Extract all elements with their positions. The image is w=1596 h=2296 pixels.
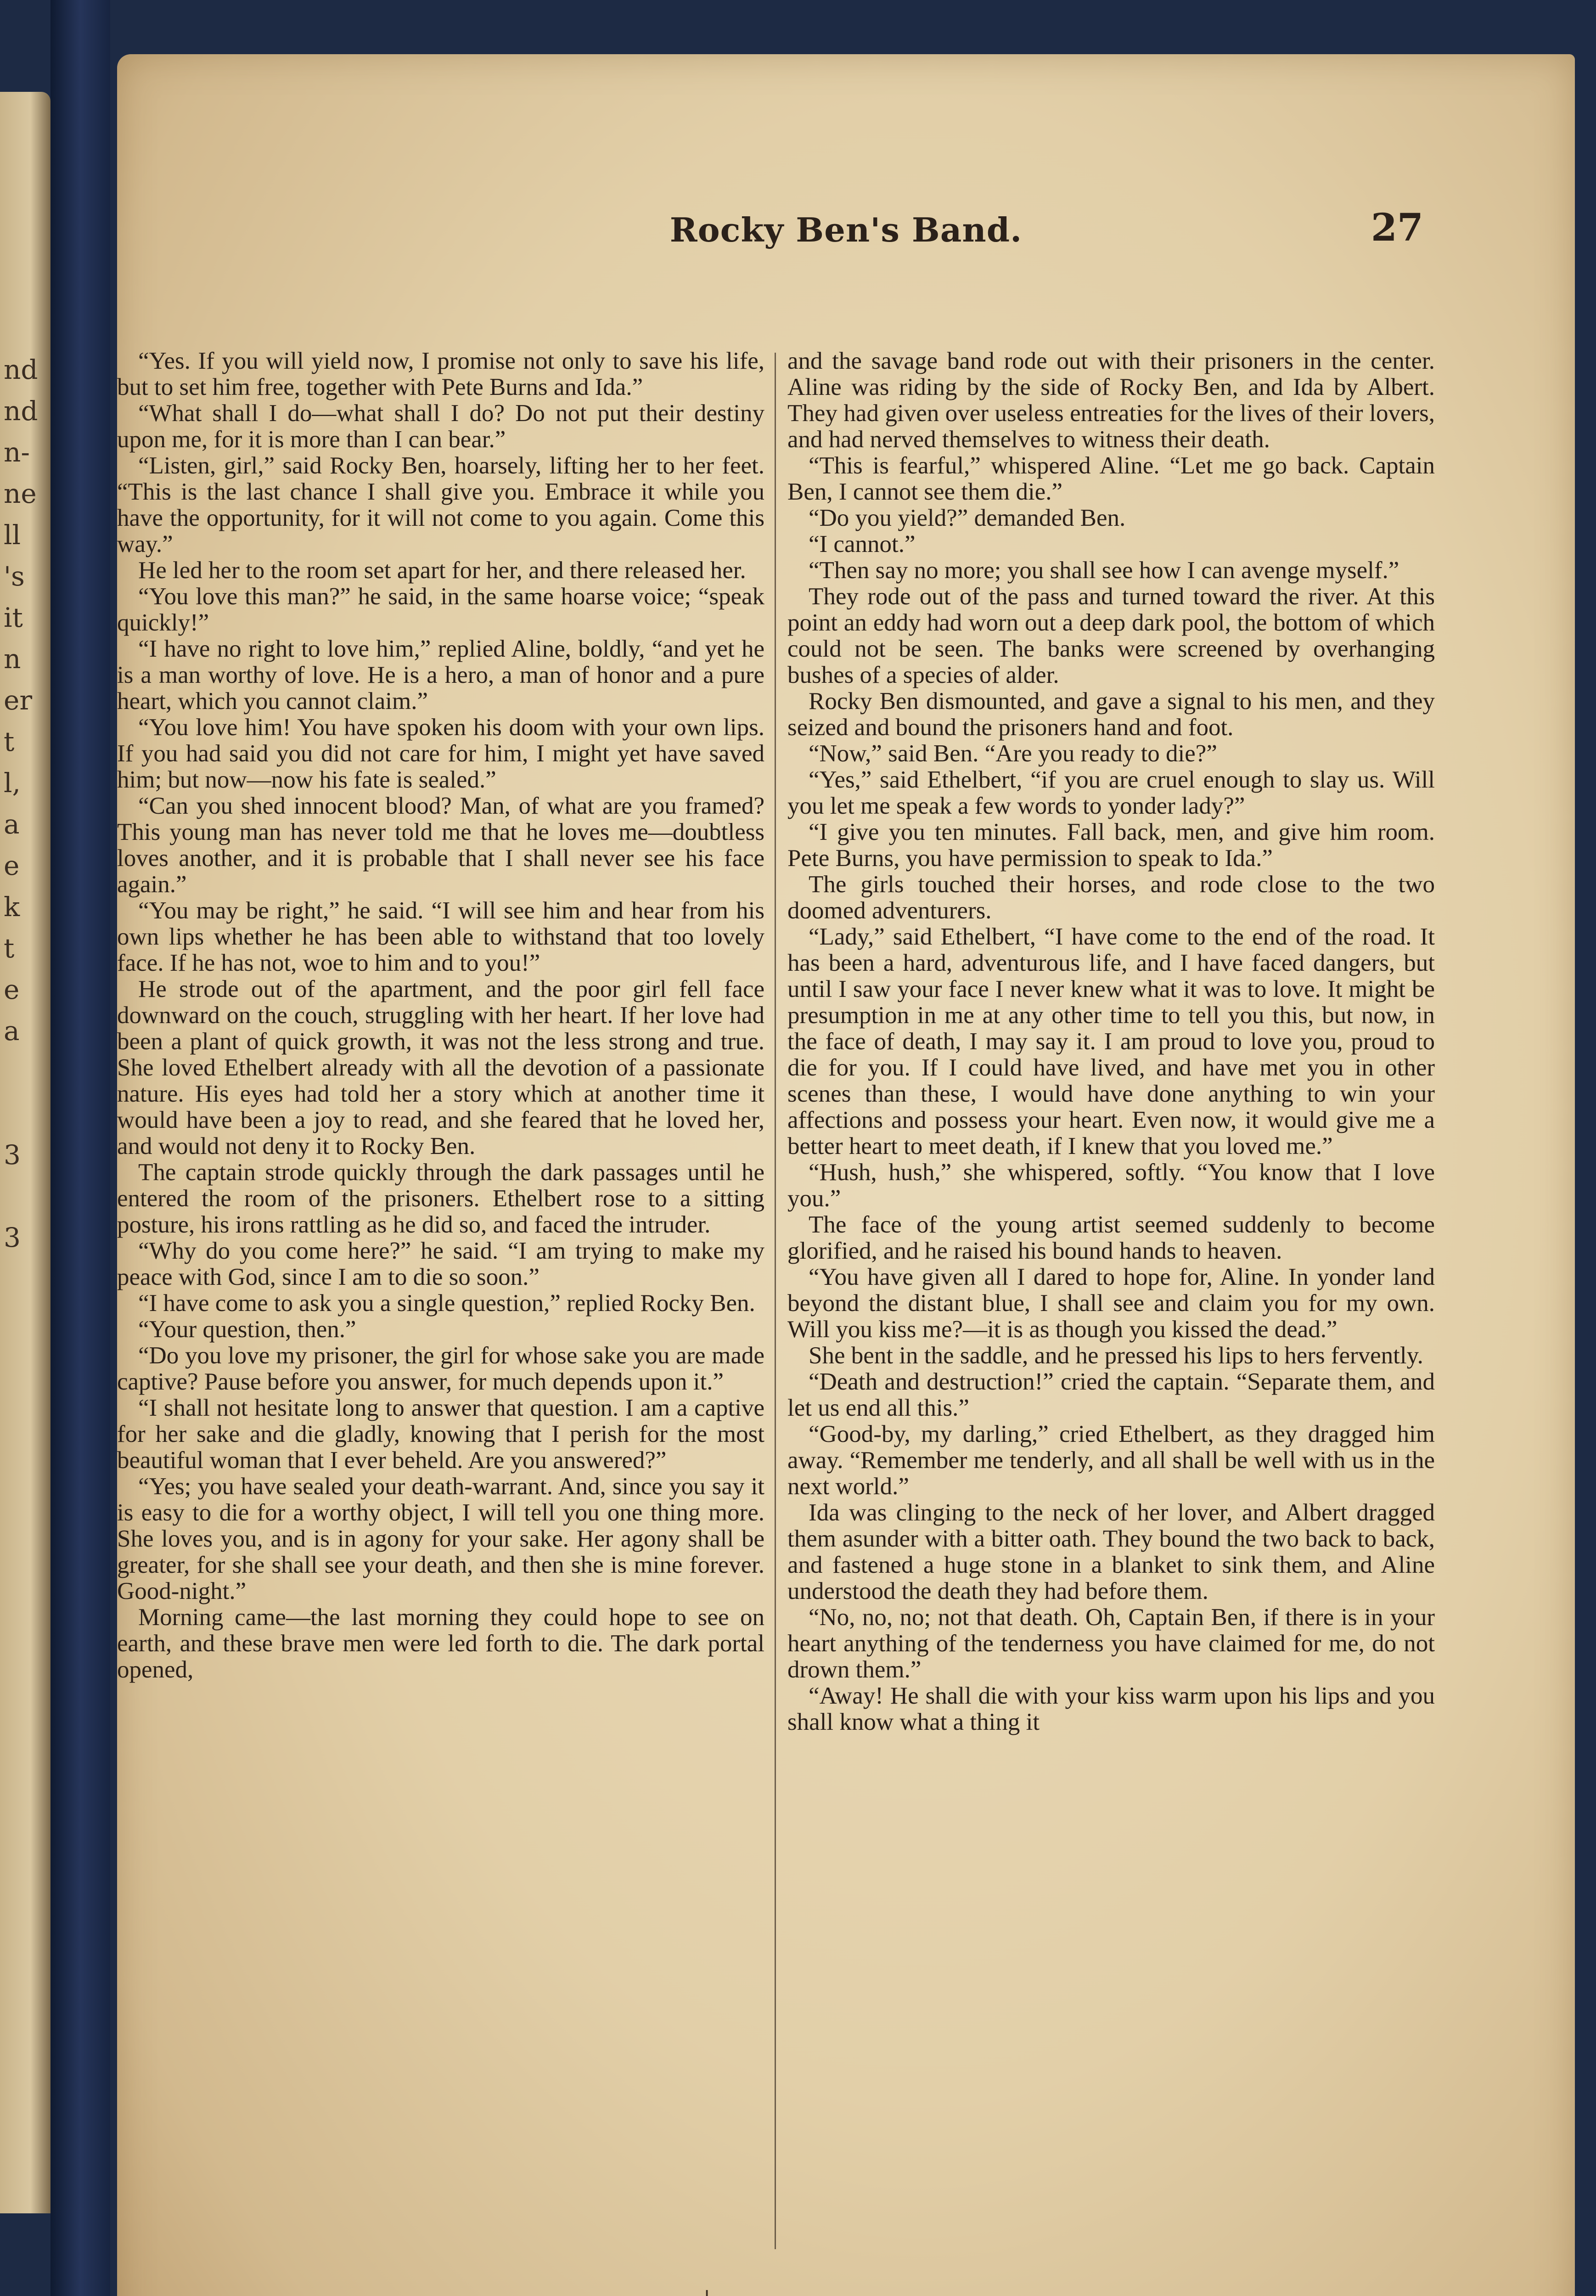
paragraph: “Then say no more; you shall see how I can avenge myself.”: [809, 557, 1399, 584]
facing-page-fragment: e: [4, 850, 20, 881]
paragraph: “Yes. If you will yield now, I promise not only to save his life, but to set him free, together with Pete Burns and Ida.”: [117, 348, 764, 400]
paragraph: “I give you ten minutes. Fall back, men, and give him room. Pete Burns, you have permission to speak to Ida.”: [787, 819, 1435, 872]
paragraph: “Yes,” said Ethelbert, “if you are cruel enough to slay us. Will you let me speak a few words to yonder lady?”: [787, 766, 1435, 819]
paragraph: “Death and destruction!” cried the captain. “Separate them, and let us end all this.”: [787, 1368, 1435, 1421]
paragraph: “What shall I do—what shall I do? Do not put their destiny upon me, for it is more than I can bear.”: [117, 400, 764, 453]
facing-page-fragment: ne: [4, 478, 37, 509]
paragraph: She bent in the saddle, and he pressed his lips to hers fervently.: [809, 1342, 1423, 1369]
paragraph: “No, no, no; not that death. Oh, Captain Ben, if there is in your heart anything of the tenderness you have claimed for me, do not drown them.”: [787, 1604, 1435, 1683]
page-number: 27: [1371, 206, 1423, 250]
paragraph: Rocky Ben dismounted, and gave a signal to his men, and they seized and bound the prisoners hand and foot.: [787, 688, 1435, 741]
paragraph: “You love this man?” he said, in the same hoarse voice; “speak quickly!”: [117, 583, 764, 636]
column-divider: [775, 353, 776, 2249]
paragraph: The face of the young artist seemed suddenly to become glorified, and he raised his bound hands to heaven.: [787, 1211, 1435, 1264]
paragraph: “Do you yield?” demanded Ben.: [809, 505, 1126, 531]
facing-page-fragment: ll: [4, 519, 21, 551]
paragraph: Morning came—the last morning they could hope to see on earth, and these brave men were led forth to die. The dark portal opened,: [117, 1604, 764, 1683]
paragraph: “I have come to ask you a single question,” replied Rocky Ben.: [138, 1290, 755, 1317]
paragraph: “Hush, hush,” she whispered, softly. “You know that I love you.”: [787, 1159, 1435, 1212]
facing-page-fragment: [4, 1052, 45, 1093]
facing-page-fragment: a: [4, 809, 20, 840]
facing-page-fragment: n-: [4, 437, 30, 468]
facing-page-fragment: t: [4, 726, 15, 757]
facing-page-fragment: 3: [4, 1222, 21, 1253]
paragraph: The girls touched their horses, and rode close to the two doomed adventurers.: [787, 871, 1435, 924]
facing-page-fragment: 's: [4, 561, 25, 592]
facing-page-fragments: [4, 349, 45, 1258]
facing-page-fragment: k: [4, 891, 20, 923]
paragraph: “Lady,” said Ethelbert, “I have come to the end of the road. It has been a hard, adventurous life, and I have faced dangers, but until I saw your face I never knew what it was to love. It might be presumption in me at any other time to tell you this, but now, in the face of death, I may say it. I am proud to love you, proud to die for you. If I could have lived, and have met you in other scenes than these, I would have done anything to win your affections and possess your heart. Even now, it would give me a better heart to meet death, if I knew that you loved me.”: [787, 923, 1435, 1159]
paragraph: He led her to the room set apart for her, and there released her.: [138, 557, 746, 584]
paragraph: “I shall not hesitate long to answer that question. I am a captive for her sake and die gladly, knowing that I perish for the most beautiful woman that I ever beheld. Are you answered?”: [117, 1395, 764, 1474]
paragraph: “Your question, then.”: [138, 1316, 356, 1343]
paragraph: “Can you shed innocent blood? Man, of what are you framed? This young man has never told me that he loves me—doubtless loves another, and it is probable that I shall never see his face again.”: [117, 793, 764, 898]
paragraph: “Good-by, my darling,” cried Ethelbert, as they dragged him away. “Remember me tenderly, and all shall be well with us in the next world.”: [787, 1421, 1435, 1500]
paragraph: “Yes; you have sealed your death-warrant. And, since you say it is easy to die for a worthy object, I will tell you one thing more. She loves you, and is in agony for your sake. Her agony shall be greater, for she shall see your death, and then she is mine forever. Good-night.”: [117, 1473, 764, 1604]
paragraph: “Do you love my prisoner, the girl for whose sake you are made captive? Pause before you answer, for much depends upon it.”: [117, 1342, 764, 1395]
facing-page-fragment: t: [4, 933, 15, 964]
facing-page-edge: [0, 92, 51, 2213]
running-header: [117, 206, 1575, 265]
paragraph: “You may be right,” he said. “I will see him and hear from his own lips whether he has been able to withstand that too lovely face. If he has not, woe to him and to you!”: [117, 897, 764, 976]
facing-page-fragment: er: [4, 685, 33, 716]
printer-mark: [704, 2286, 710, 2296]
left-column: [117, 348, 764, 1683]
paragraph: “I cannot.”: [809, 531, 916, 557]
paragraph: He strode out of the apartment, and the poor girl fell face downward on the couch, struggling with her heart. If her love had been a plant of quick growth, it was not the less strong and true. She loved Ethelbert already with all the devotion of a passionate nature. His eyes had told her a story which at another time it would have been a joy to read, and she feared that he loved her, and would not deny it to Rocky Ben.: [117, 976, 764, 1159]
book-page: [117, 54, 1575, 2296]
facing-page-fragment: e: [4, 974, 20, 1005]
facing-page-fragment: n: [4, 643, 21, 675]
paragraph: “Now,” said Ben. “Are you ready to die?”: [809, 740, 1217, 767]
facing-page-fragment: [4, 1093, 45, 1134]
paragraph: “This is fearful,” whispered Aline. “Let me go back. Captain Ben, I cannot see them die.”: [787, 452, 1435, 505]
facing-page-fragment: a: [4, 1015, 20, 1047]
paragraph: Ida was clinging to the neck of her lover, and Albert dragged them asunder with a bitter oath. They bound the two back to back, and fastened a huge stone in a blanket to sink them, and Aline understood the death they had before them.: [787, 1499, 1435, 1604]
paragraph: “Away! He shall die with your kiss warm upon his lips and you shall know what a thing it: [787, 1683, 1435, 1735]
facing-page-fragment: l,: [4, 767, 21, 799]
facing-page-fragment: 3: [4, 1139, 21, 1171]
paragraph: “Listen, girl,” said Rocky Ben, hoarsely, lifting her to her feet. “This is the last chance I shall give you. Embrace it while you have the opportunity, for it will not come to you again. Come this way.”: [117, 452, 764, 557]
facing-page-fragment: it: [4, 602, 23, 633]
facing-page-fragment: nd: [4, 395, 38, 427]
paragraph: They rode out of the pass and turned toward the river. At this point an eddy had worn out a deep dark pool, the bottom of which could not be seen. The banks were screened by overhanging bushes of a species of alder.: [787, 583, 1435, 688]
binding-spine: [51, 0, 110, 2296]
paragraph: “Why do you come here?” he said. “I am trying to make my peace with God, since I am to die so soon.”: [117, 1238, 764, 1290]
paragraph: “I have no right to love him,” replied Aline, boldly, “and yet he is a man worthy of love. He is a hero, a man of honor and a pure heart, which you cannot claim.”: [117, 636, 764, 715]
right-column: [787, 348, 1435, 1735]
paragraph: “You have given all I dared to hope for, Aline. In yonder land beyond the distant blue, I shall see and claim you for my own. Will you kiss me?—it is as though you kissed the dead.”: [787, 1264, 1435, 1343]
paragraph: and the savage band rode out with their prisoners in the center. Aline was riding by the side of Rocky Ben, and Ida by Albert. They had given over useless entreaties for the lives of their lovers, and had nerved themselves to witness their death.: [787, 348, 1435, 453]
paragraph: The captain strode quickly through the dark passages until he entered the room of the prisoners. Ethelbert rose to a sitting posture, his irons rattling as he did so, and faced the intruder.: [117, 1159, 764, 1238]
facing-page-fragment: nd: [4, 354, 38, 385]
text-columns: [117, 348, 1575, 2277]
running-title: Rocky Ben's Band.: [669, 210, 1023, 249]
paragraph: “You love him! You have spoken his doom with your own lips. If you had said you did not care for him, I might yet have saved him; but now—now his fate is sealed.”: [117, 714, 764, 793]
facing-page-fragment: [4, 1176, 45, 1217]
